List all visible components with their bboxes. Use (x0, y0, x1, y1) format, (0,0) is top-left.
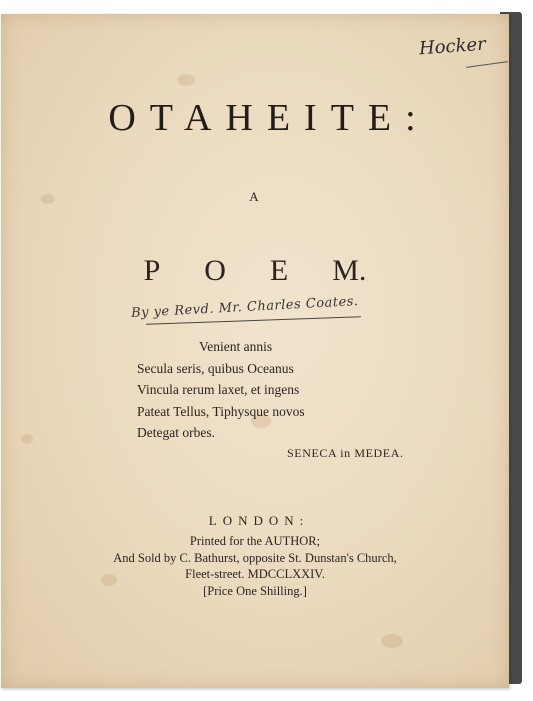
poem-letter: E (269, 254, 289, 287)
subtitle-article: A (249, 189, 261, 204)
foxing-spot (381, 634, 403, 648)
poem-letter: P (143, 254, 161, 287)
imprint-line: And Sold by C. Bathurst, opposite St. Dunstan's Church, (113, 550, 397, 565)
imprint-line: Printed for the AUTHOR; (189, 534, 321, 548)
foxing-spot (21, 434, 33, 444)
foxing-spot (177, 74, 195, 86)
page-title: OTAHEITE: (108, 97, 430, 139)
imprint-city: LONDON: (208, 513, 310, 528)
latin-motto (137, 336, 305, 444)
imprint-text (1, 533, 509, 583)
subtitle-poem (1, 254, 509, 288)
author-inscription: By ye Revd. Mr. Charles Coates. (130, 294, 359, 321)
price-line: [Price One Shilling.] (203, 584, 307, 598)
motto-attribution: SENECA in MEDEA. (287, 446, 404, 460)
title-page (1, 14, 509, 688)
motto-line: Pateat Tellus, Tiphysque novos (137, 403, 305, 419)
poem-letter: O (204, 254, 226, 287)
motto-line: Secula seris, quibus Oceanus (137, 360, 294, 376)
motto-line: Venient annis (199, 339, 273, 354)
signature-underline (466, 61, 508, 68)
motto-line: Vincula rerum laxet, et ingens (137, 382, 300, 397)
imprint-line: Fleet-street. MDCCLXXIV. (185, 567, 325, 581)
motto-line: Detegat orbes. (137, 425, 215, 440)
poem-letter: M. (332, 254, 367, 287)
owner-signature: Hocker (418, 33, 487, 60)
